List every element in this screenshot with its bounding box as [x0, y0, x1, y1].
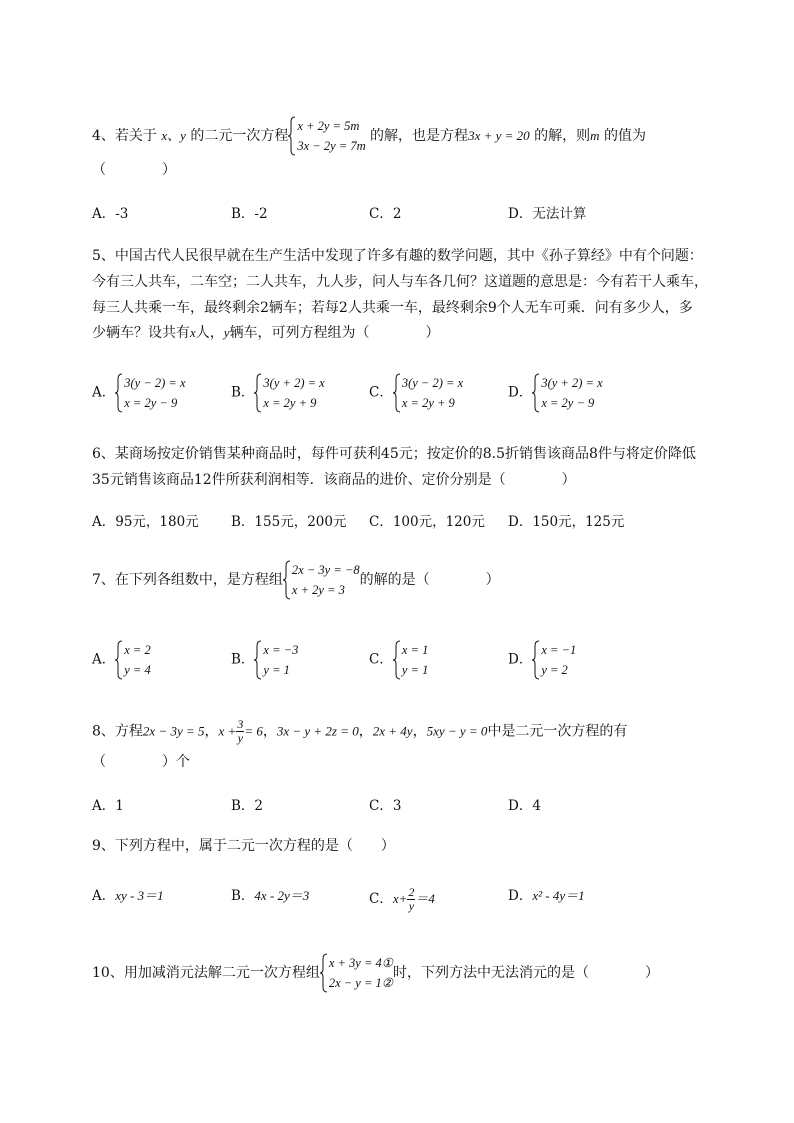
q7-option-d[interactable]: D． x = −1 y = 2: [508, 640, 576, 680]
q5-option-d-system: 3(y + 2) = x x = 2y − 9: [532, 373, 602, 413]
question-5-line-3: 每三人共乘一车，最终剩余2辆车；若每2人共乘一车，最终剩余9个人无车可乘．问有多少人，多: [92, 300, 693, 316]
q9-option-c[interactable]: C．x+ $\frac{2}{y}$ ＝4: [369, 885, 435, 913]
q8-option-a[interactable]: A．1: [92, 798, 124, 814]
q4-option-d[interactable]: D．无法计算: [508, 206, 587, 222]
q6-option-c[interactable]: C．100元，120元: [369, 514, 485, 530]
q6-option-a[interactable]: A．95元，180元: [92, 514, 199, 530]
question-5-line-4: 少辆车？设共有x人，y辆车，可列方程组为（ ）: [92, 325, 440, 341]
question-6-line-2: 35元销售该商品12件所获利润相等．该商品的进价、定价分别是（ ）: [92, 472, 576, 488]
question-6-line-1: 6、某商场按定价销售某种商品时，每件可获利45元；按定价的8.5折销售该商品8件与将定价降低: [92, 446, 696, 462]
q5-option-a[interactable]: A． 3(y − 2) = x x = 2y − 9: [92, 373, 186, 413]
q7-option-a[interactable]: A． x = 2 y = 4: [92, 640, 151, 680]
question-5-line-1: 5、中国古代人民很早就在生产生活中发现了许多有趣的数学问题，其中《孙子算经》中有个问题：: [92, 248, 703, 264]
q9-option-c-fraction: $\frac{2}{y}$: [408, 885, 415, 913]
q10-equation-system: x + 3y = 4① 2x − y = 1②: [320, 953, 393, 993]
question-7: 7、在下列各组数中，是方程组 2x − 3y = −8 x + 2y = 3 的解的是（ ）: [92, 560, 500, 600]
q5-option-c[interactable]: C． 3(y − 2) = x x = 2y + 9: [369, 373, 463, 413]
question-8: 8、方程2x − 3y = 5，x + $\frac{3}{y}$ = 6，3x − y + 2z = 0，2x + 4y，5xy − y = 0中是二元一次方程的有: [92, 717, 628, 745]
q7-option-b[interactable]: B． x = −3 y = 1: [231, 640, 298, 680]
q9-option-b[interactable]: B．4x - 2y＝3: [231, 888, 310, 904]
q9-option-d[interactable]: D．x² - 4y＝1: [508, 888, 585, 904]
q8-option-b[interactable]: B．2: [231, 798, 264, 814]
q6-option-d[interactable]: D．150元，125元: [508, 514, 625, 530]
question-5-line-2: 今有三人共车，二车空；二人共车，九人步，问人与车各几何？这道题的意思是：今有若干人乘车，: [92, 274, 708, 290]
q7-option-c[interactable]: C． x = 1 y = 1: [369, 640, 428, 680]
question-4: 4、若关于 x、y 的二元一次方程 x + 2y = 5m 3x − 2y = 7m 的解，也是方程3x + y = 20 的解，则m 的值为: [92, 116, 646, 156]
q7-equation-system: 2x − 3y = −8 x + 2y = 3: [283, 560, 360, 600]
question-9: 9、下列方程中，属于二元一次方程的是（ ）: [92, 838, 395, 854]
q8-option-c[interactable]: C．3: [369, 798, 402, 814]
q8-fraction: $\frac{3}{y}$: [237, 717, 244, 745]
q6-option-b[interactable]: B．155元，200元: [231, 514, 347, 530]
q4-option-a[interactable]: A．-3: [92, 206, 129, 222]
q5-option-b-system: 3(y + 2) = x x = 2y + 9: [254, 373, 324, 413]
q4-option-c[interactable]: C．2: [369, 206, 402, 222]
q9-option-a[interactable]: A．xy - 3＝1: [92, 888, 164, 904]
q5-option-c-system: 3(y − 2) = x x = 2y + 9: [393, 373, 463, 413]
q5-option-a-system: 3(y − 2) = x x = 2y − 9: [115, 373, 185, 413]
q4-equation-system: x + 2y = 5m 3x − 2y = 7m: [288, 116, 365, 156]
q7-option-d-system: x = −1 y = 2: [532, 640, 576, 680]
q7-option-c-system: x = 1 y = 1: [393, 640, 428, 680]
q8-answer-blank: （ ）个: [92, 754, 190, 770]
q5-option-b[interactable]: B． 3(y + 2) = x x = 2y + 9: [231, 373, 325, 413]
q8-option-d[interactable]: D．4: [508, 798, 541, 814]
q5-option-d[interactable]: D． 3(y + 2) = x x = 2y − 9: [508, 373, 603, 413]
q7-option-b-system: x = −3 y = 1: [254, 640, 298, 680]
q7-option-a-system: x = 2 y = 4: [115, 640, 150, 680]
q4-answer-blank: （ ）: [92, 162, 176, 178]
q4-option-b[interactable]: B．-2: [231, 206, 268, 222]
question-10: 10、用加减消元法解二元一次方程组 x + 3y = 4① 2x − y = 1② 时，下列方法中无法消元的是（ ）: [92, 953, 659, 993]
